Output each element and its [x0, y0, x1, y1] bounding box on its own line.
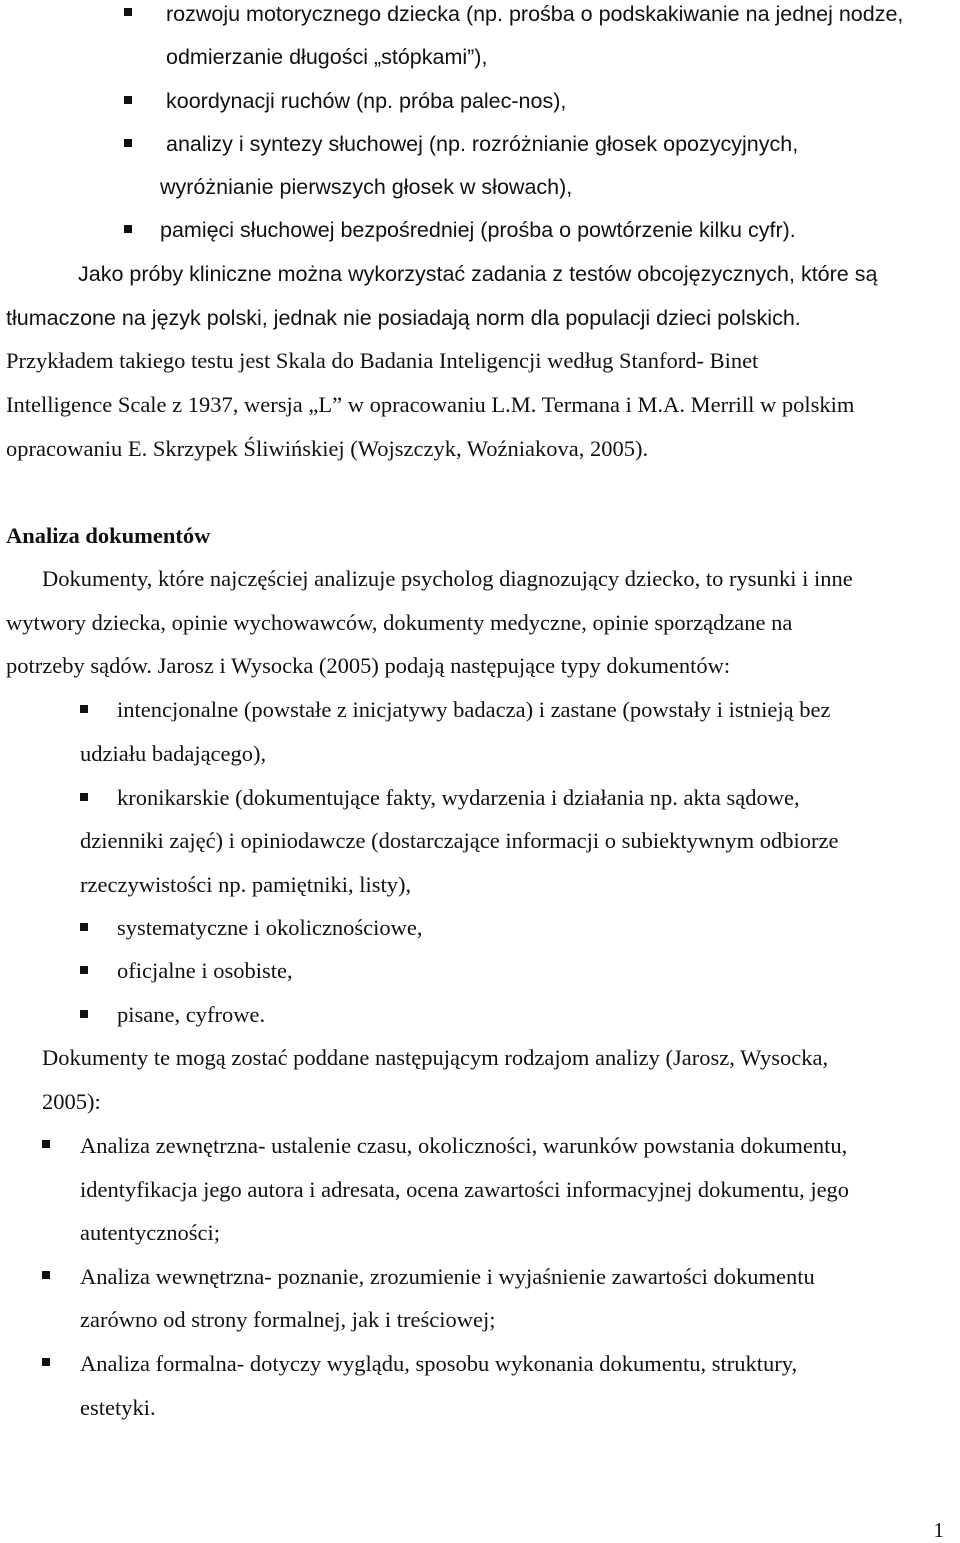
list-item-line: intencjonalne (powstałe z inicjatywy badacza) i zastane (powstały i istnieją bez	[117, 697, 831, 722]
paragraph-line: Dokumenty te mogą zostać poddane następującym rodzajom analizy (Jarosz, Wysocka,	[42, 1045, 829, 1070]
list-item-line: estetyki.	[80, 1395, 156, 1420]
paragraph-line: wytwory dziecka, opinie wychowawców, dokumenty medyczne, opinie sporządzane na	[6, 610, 793, 635]
bullet-marker	[42, 1358, 50, 1366]
list-item-line: udziału badającego),	[80, 741, 267, 766]
list-item-line: identyfikacja jego autora i adresata, ocena zawartości informacyjnej dokumentu, jego	[80, 1177, 850, 1202]
list-item-line: wyróżnianie pierwszych głosek w słowach),	[160, 175, 573, 199]
bullet-marker	[80, 1010, 88, 1018]
bullet-marker	[124, 96, 132, 104]
paragraph-line: tłumaczone na język polski, jednak nie posiadają norm dla populacji dzieci polskich.	[6, 306, 801, 330]
paragraph-line: 2005):	[42, 1089, 101, 1114]
list-item-line: Analiza formalna- dotyczy wyglądu, sposobu wykonania dokumentu, struktury,	[80, 1351, 798, 1376]
paragraph-line: Jako próby kliniczne można wykorzystać zadania z testów obcojęzycznych, które są	[78, 262, 878, 286]
list-item-line: oficjalne i osobiste,	[117, 958, 293, 983]
bullet-marker	[124, 139, 132, 147]
paragraph-line: potrzeby sądów. Jarosz i Wysocka (2005) podają następujące typy dokumentów:	[6, 653, 731, 678]
bullet-marker	[124, 225, 132, 233]
section-heading: Analiza dokumentów	[6, 523, 211, 548]
bullet-marker	[42, 1140, 50, 1148]
list-item-line: rzeczywistości np. pamiętniki, listy),	[80, 872, 412, 897]
list-item-line: dzienniki zajęć) i opiniodawcze (dostarczające informacji o subiektywnym odbiorze	[80, 828, 839, 853]
list-item-line: odmierzanie długości „stópkami”),	[166, 45, 488, 69]
list-item-line: rozwoju motorycznego dziecka (np. prośba o podskakiwanie na jednej nodze,	[166, 2, 904, 26]
list-item-line: systematyczne i okolicznościowe,	[117, 915, 423, 940]
bullet-marker	[80, 793, 88, 801]
list-item-line: pamięci słuchowej bezpośredniej (prośba o powtórzenie kilku cyfr).	[160, 218, 796, 242]
page-number: 1	[933, 1518, 944, 1542]
paragraph-line: Przykładem takiego testu jest Skala do Badania Inteligencji według Stanford- Binet	[6, 348, 759, 373]
bullet-marker	[124, 8, 132, 16]
paragraph-line: Dokumenty, które najczęściej analizuje psycholog diagnozujący dziecko, to rysunki i inne	[42, 566, 853, 591]
bullet-marker	[80, 705, 88, 713]
paragraph-line: opracowaniu E. Skrzypek Śliwińskiej (Wojszczyk, Woźniakova, 2005).	[6, 436, 649, 461]
list-item-line: kronikarskie (dokumentujące fakty, wydarzenia i działania np. akta sądowe,	[117, 785, 800, 810]
list-item-line: Analiza wewnętrzna- poznanie, zrozumienie i wyjaśnienie zawartości dokumentu	[80, 1264, 815, 1289]
list-item-line: koordynacji ruchów (np. próba palec-nos),	[166, 89, 567, 113]
list-item-line: Analiza zewnętrzna- ustalenie czasu, okoliczności, warunków powstania dokumentu,	[80, 1133, 848, 1158]
list-item-line: autentyczności;	[80, 1220, 220, 1245]
bullet-marker	[80, 966, 88, 974]
list-item-line: pisane, cyfrowe.	[117, 1002, 266, 1027]
bullet-marker	[42, 1271, 50, 1279]
paragraph-line: Intelligence Scale z 1937, wersja „L” w opracowaniu L.M. Termana i M.A. Merrill w polskim	[6, 392, 855, 417]
bullet-marker	[80, 923, 88, 931]
list-item-line: analizy i syntezy słuchowej (np. rozróżnianie głosek opozycyjnych,	[166, 132, 799, 156]
list-item-line: zarówno od strony formalnej, jak i treściowej;	[80, 1307, 496, 1332]
